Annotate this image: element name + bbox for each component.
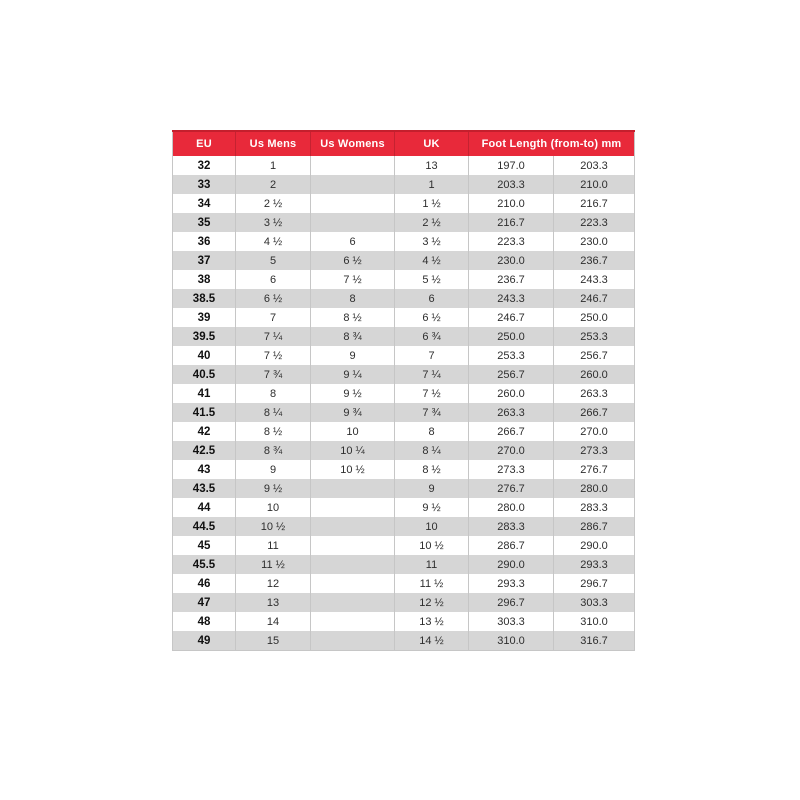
cell-us-womens — [311, 574, 395, 593]
cell-us-mens: 11 — [236, 536, 311, 555]
cell-eu: 48 — [173, 612, 236, 631]
header-row — [173, 131, 635, 156]
cell-us-womens — [311, 194, 395, 213]
cell-eu: 33 — [173, 175, 236, 194]
cell-uk: 7 ¼ — [395, 365, 469, 384]
cell-foot-length-from: 236.7 — [469, 270, 554, 289]
cell-uk: 13 ½ — [395, 612, 469, 631]
cell-foot-length-from: 266.7 — [469, 422, 554, 441]
cell-us-mens: 10 ½ — [236, 517, 311, 536]
cell-foot-length-from: 256.7 — [469, 365, 554, 384]
cell-eu: 42.5 — [173, 441, 236, 460]
cell-us-womens — [311, 213, 395, 232]
cell-eu: 41 — [173, 384, 236, 403]
size-conversion-table — [172, 130, 635, 651]
cell-us-womens: 7 ½ — [311, 270, 395, 289]
cell-eu: 46 — [173, 574, 236, 593]
cell-foot-length-from: 293.3 — [469, 574, 554, 593]
cell-uk: 7 ½ — [395, 384, 469, 403]
table-row — [173, 270, 635, 289]
cell-foot-length-from: 230.0 — [469, 251, 554, 270]
cell-uk: 12 ½ — [395, 593, 469, 612]
cell-foot-length-to: 260.0 — [554, 365, 635, 384]
cell-us-womens — [311, 536, 395, 555]
cell-foot-length-from: 243.3 — [469, 289, 554, 308]
cell-eu: 37 — [173, 251, 236, 270]
header-us-womens: Us Womens — [311, 131, 395, 156]
table-row — [173, 346, 635, 365]
cell-eu: 40 — [173, 346, 236, 365]
cell-us-womens: 8 — [311, 289, 395, 308]
table-row — [173, 365, 635, 384]
cell-foot-length-from: 280.0 — [469, 498, 554, 517]
cell-us-womens — [311, 555, 395, 574]
cell-eu: 39.5 — [173, 327, 236, 346]
cell-foot-length-to: 293.3 — [554, 555, 635, 574]
cell-eu: 41.5 — [173, 403, 236, 422]
cell-uk: 2 ½ — [395, 213, 469, 232]
table-row — [173, 251, 635, 270]
cell-us-womens: 9 ¼ — [311, 365, 395, 384]
cell-foot-length-to: 263.3 — [554, 384, 635, 403]
cell-us-womens — [311, 498, 395, 517]
cell-foot-length-from: 260.0 — [469, 384, 554, 403]
cell-foot-length-to: 266.7 — [554, 403, 635, 422]
cell-foot-length-from: 270.0 — [469, 441, 554, 460]
cell-foot-length-from: 296.7 — [469, 593, 554, 612]
cell-foot-length-from: 197.0 — [469, 156, 554, 175]
cell-us-womens — [311, 156, 395, 175]
cell-uk: 6 — [395, 289, 469, 308]
cell-foot-length-from: 203.3 — [469, 175, 554, 194]
cell-eu: 45 — [173, 536, 236, 555]
cell-foot-length-to: 210.0 — [554, 175, 635, 194]
cell-us-mens: 8 ½ — [236, 422, 311, 441]
cell-foot-length-to: 286.7 — [554, 517, 635, 536]
table-row — [173, 156, 635, 175]
cell-us-womens — [311, 593, 395, 612]
table-row — [173, 593, 635, 612]
table-row — [173, 213, 635, 232]
cell-foot-length-to: 280.0 — [554, 479, 635, 498]
cell-uk: 6 ¾ — [395, 327, 469, 346]
cell-us-mens: 1 — [236, 156, 311, 175]
cell-foot-length-to: 310.0 — [554, 612, 635, 631]
cell-us-mens: 2 — [236, 175, 311, 194]
cell-eu: 40.5 — [173, 365, 236, 384]
cell-us-womens: 6 — [311, 232, 395, 251]
table-row — [173, 327, 635, 346]
header-eu: EU — [173, 131, 236, 156]
cell-us-womens — [311, 517, 395, 536]
cell-us-womens — [311, 479, 395, 498]
cell-us-womens: 6 ½ — [311, 251, 395, 270]
cell-foot-length-to: 253.3 — [554, 327, 635, 346]
cell-foot-length-from: 263.3 — [469, 403, 554, 422]
table-row — [173, 384, 635, 403]
cell-eu: 38 — [173, 270, 236, 289]
cell-foot-length-from: 246.7 — [469, 308, 554, 327]
cell-eu: 39 — [173, 308, 236, 327]
cell-eu: 45.5 — [173, 555, 236, 574]
cell-eu: 36 — [173, 232, 236, 251]
cell-us-womens: 8 ¾ — [311, 327, 395, 346]
cell-eu: 49 — [173, 631, 236, 651]
cell-foot-length-from: 210.0 — [469, 194, 554, 213]
cell-foot-length-from: 223.3 — [469, 232, 554, 251]
cell-eu: 44.5 — [173, 517, 236, 536]
cell-eu: 47 — [173, 593, 236, 612]
cell-foot-length-from: 286.7 — [469, 536, 554, 555]
cell-us-mens: 4 ½ — [236, 232, 311, 251]
cell-us-womens: 10 ¼ — [311, 441, 395, 460]
cell-foot-length-from: 303.3 — [469, 612, 554, 631]
cell-us-mens: 14 — [236, 612, 311, 631]
cell-foot-length-from: 276.7 — [469, 479, 554, 498]
cell-uk: 5 ½ — [395, 270, 469, 289]
cell-uk: 14 ½ — [395, 631, 469, 651]
cell-uk: 9 ½ — [395, 498, 469, 517]
table-row — [173, 289, 635, 308]
cell-us-mens: 6 — [236, 270, 311, 289]
cell-foot-length-from: 290.0 — [469, 555, 554, 574]
table-body — [173, 156, 635, 651]
cell-us-womens: 10 — [311, 422, 395, 441]
cell-foot-length-to: 203.3 — [554, 156, 635, 175]
cell-foot-length-from: 310.0 — [469, 631, 554, 651]
cell-us-mens: 12 — [236, 574, 311, 593]
cell-us-mens: 7 ¾ — [236, 365, 311, 384]
cell-us-mens: 9 ½ — [236, 479, 311, 498]
cell-us-mens: 13 — [236, 593, 311, 612]
cell-uk: 13 — [395, 156, 469, 175]
table-row — [173, 403, 635, 422]
cell-uk: 8 ½ — [395, 460, 469, 479]
cell-us-mens: 8 — [236, 384, 311, 403]
cell-foot-length-from: 273.3 — [469, 460, 554, 479]
table-row — [173, 612, 635, 631]
cell-us-womens: 10 ½ — [311, 460, 395, 479]
cell-us-womens — [311, 175, 395, 194]
cell-eu: 34 — [173, 194, 236, 213]
cell-uk: 6 ½ — [395, 308, 469, 327]
table-row — [173, 422, 635, 441]
cell-eu: 38.5 — [173, 289, 236, 308]
table-row — [173, 555, 635, 574]
cell-foot-length-to: 290.0 — [554, 536, 635, 555]
table-row — [173, 175, 635, 194]
cell-uk: 8 ¼ — [395, 441, 469, 460]
cell-uk: 11 — [395, 555, 469, 574]
table-row — [173, 517, 635, 536]
cell-eu: 43 — [173, 460, 236, 479]
cell-us-mens: 11 ½ — [236, 555, 311, 574]
table-row — [173, 631, 635, 651]
cell-foot-length-from: 216.7 — [469, 213, 554, 232]
table-row — [173, 460, 635, 479]
cell-eu: 44 — [173, 498, 236, 517]
cell-foot-length-from: 283.3 — [469, 517, 554, 536]
cell-foot-length-from: 250.0 — [469, 327, 554, 346]
table-row — [173, 308, 635, 327]
cell-foot-length-to: 276.7 — [554, 460, 635, 479]
table-row — [173, 536, 635, 555]
header-us-mens: Us Mens — [236, 131, 311, 156]
cell-us-mens: 6 ½ — [236, 289, 311, 308]
cell-foot-length-to: 296.7 — [554, 574, 635, 593]
cell-eu: 35 — [173, 213, 236, 232]
header-foot-length: Foot Length (from-to) mm — [469, 131, 635, 156]
cell-uk: 4 ½ — [395, 251, 469, 270]
cell-us-mens: 7 ¼ — [236, 327, 311, 346]
table-row — [173, 498, 635, 517]
cell-us-mens: 7 — [236, 308, 311, 327]
cell-us-mens: 5 — [236, 251, 311, 270]
cell-us-mens: 8 ¾ — [236, 441, 311, 460]
cell-foot-length-to: 243.3 — [554, 270, 635, 289]
cell-uk: 8 — [395, 422, 469, 441]
cell-us-womens: 9 ½ — [311, 384, 395, 403]
cell-foot-length-from: 253.3 — [469, 346, 554, 365]
header-uk: UK — [395, 131, 469, 156]
cell-foot-length-to: 223.3 — [554, 213, 635, 232]
cell-eu: 42 — [173, 422, 236, 441]
cell-uk: 3 ½ — [395, 232, 469, 251]
cell-foot-length-to: 256.7 — [554, 346, 635, 365]
table-row — [173, 232, 635, 251]
cell-us-mens: 2 ½ — [236, 194, 311, 213]
cell-uk: 1 — [395, 175, 469, 194]
cell-foot-length-to: 250.0 — [554, 308, 635, 327]
cell-eu: 32 — [173, 156, 236, 175]
cell-us-womens: 9 ¾ — [311, 403, 395, 422]
cell-uk: 10 — [395, 517, 469, 536]
cell-uk: 9 — [395, 479, 469, 498]
cell-us-womens: 8 ½ — [311, 308, 395, 327]
cell-uk: 11 ½ — [395, 574, 469, 593]
cell-us-mens: 7 ½ — [236, 346, 311, 365]
cell-us-mens: 9 — [236, 460, 311, 479]
cell-foot-length-to: 270.0 — [554, 422, 635, 441]
cell-us-womens — [311, 631, 395, 651]
cell-foot-length-to: 303.3 — [554, 593, 635, 612]
cell-us-mens: 8 ¼ — [236, 403, 311, 422]
cell-foot-length-to: 230.0 — [554, 232, 635, 251]
cell-us-womens — [311, 612, 395, 631]
table-row — [173, 574, 635, 593]
cell-us-mens: 15 — [236, 631, 311, 651]
cell-us-mens: 3 ½ — [236, 213, 311, 232]
cell-foot-length-to: 273.3 — [554, 441, 635, 460]
cell-us-mens: 10 — [236, 498, 311, 517]
cell-us-womens: 9 — [311, 346, 395, 365]
cell-eu: 43.5 — [173, 479, 236, 498]
cell-foot-length-to: 216.7 — [554, 194, 635, 213]
table-row — [173, 441, 635, 460]
cell-foot-length-to: 236.7 — [554, 251, 635, 270]
cell-uk: 10 ½ — [395, 536, 469, 555]
cell-uk: 7 — [395, 346, 469, 365]
table-row — [173, 194, 635, 213]
cell-foot-length-to: 246.7 — [554, 289, 635, 308]
cell-foot-length-to: 283.3 — [554, 498, 635, 517]
cell-uk: 7 ¾ — [395, 403, 469, 422]
cell-uk: 1 ½ — [395, 194, 469, 213]
table-row — [173, 479, 635, 498]
cell-foot-length-to: 316.7 — [554, 631, 635, 651]
